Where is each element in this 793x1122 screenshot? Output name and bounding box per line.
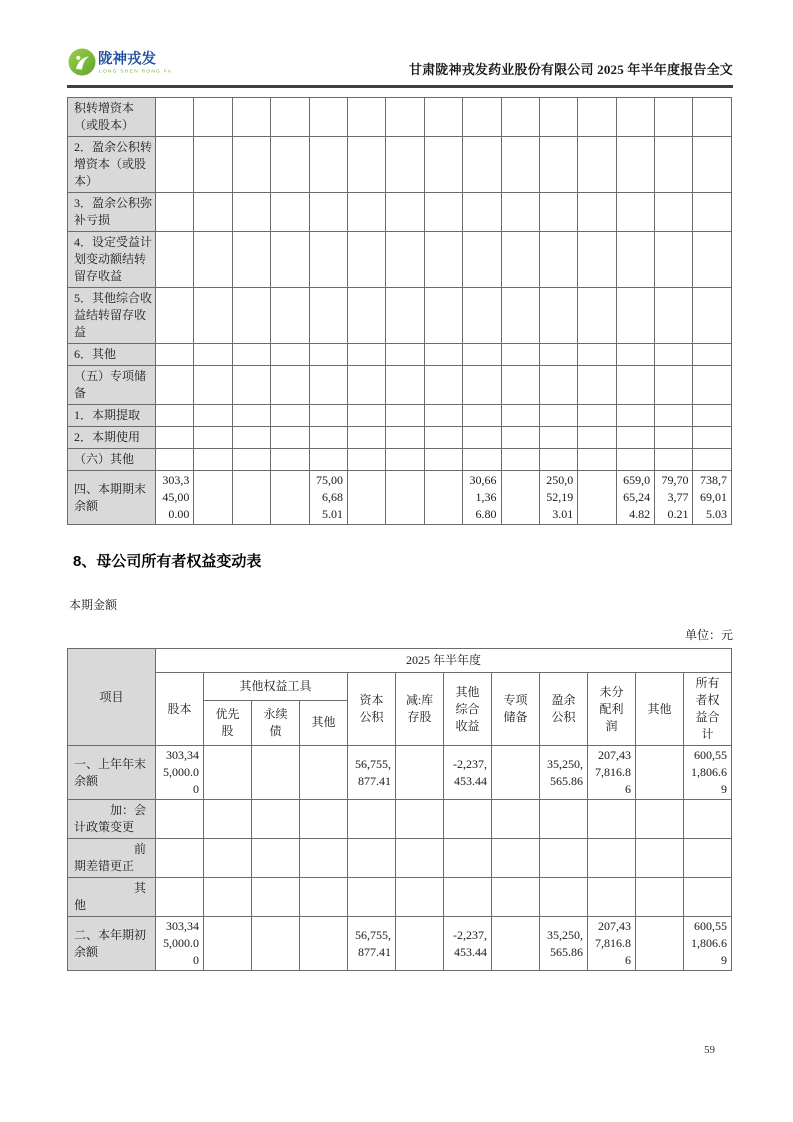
table-row xyxy=(68,288,732,344)
value-cell xyxy=(300,800,348,839)
value-cell xyxy=(539,137,577,193)
value-cell xyxy=(501,405,539,427)
value-cell xyxy=(386,449,424,471)
column-header-other-instruments: 其他 xyxy=(300,700,348,745)
value-cell xyxy=(501,344,539,366)
value-cell xyxy=(616,449,654,471)
value-cell xyxy=(347,288,385,344)
value-cell xyxy=(492,839,540,878)
value-cell xyxy=(444,878,492,917)
value-cell xyxy=(194,232,232,288)
value-cell: -2,237,453.44 xyxy=(444,917,492,971)
company-logo xyxy=(67,47,185,81)
section-heading: 8、母公司所有者权益变动表 xyxy=(73,553,262,570)
value-cell: 303,345,000.00 xyxy=(156,917,204,971)
value-cell: 738,769,015.03 xyxy=(693,471,732,525)
value-cell xyxy=(444,800,492,839)
value-cell xyxy=(204,878,252,917)
value-cell xyxy=(588,800,636,839)
unit-label: 单位：元 xyxy=(684,628,733,642)
value-cell xyxy=(463,193,501,232)
value-cell xyxy=(616,366,654,405)
value-cell xyxy=(271,344,309,366)
table-row xyxy=(68,471,732,525)
value-cell xyxy=(655,344,693,366)
value-cell xyxy=(386,366,424,405)
value-cell xyxy=(693,193,732,232)
value-cell xyxy=(693,232,732,288)
consolidated-equity-table-continuation xyxy=(67,97,732,525)
value-cell xyxy=(424,137,462,193)
column-header-other-equity-group: 其他权益工具 xyxy=(204,673,348,701)
value-cell xyxy=(655,232,693,288)
value-cell xyxy=(655,405,693,427)
value-cell xyxy=(501,366,539,405)
column-header-oci: 其他综合收益 xyxy=(444,673,492,746)
value-cell xyxy=(156,427,194,449)
value-cell xyxy=(396,800,444,839)
column-header-other: 其他 xyxy=(636,673,684,746)
value-cell xyxy=(501,232,539,288)
value-cell xyxy=(204,917,252,971)
value-cell xyxy=(156,344,194,366)
value-cell xyxy=(156,449,194,471)
value-cell xyxy=(348,878,396,917)
page-header xyxy=(67,0,733,81)
value-cell xyxy=(396,839,444,878)
value-cell xyxy=(232,366,270,405)
value-cell xyxy=(386,98,424,137)
value-cell xyxy=(578,193,616,232)
value-cell xyxy=(424,193,462,232)
value-cell xyxy=(693,137,732,193)
value-cell: 56,755,877.41 xyxy=(348,746,396,800)
column-header-less-treasury: 减:库存股 xyxy=(396,673,444,746)
value-cell xyxy=(396,878,444,917)
value-cell xyxy=(156,288,194,344)
value-cell xyxy=(578,471,616,525)
row-label: 3．盈余公积弥补亏损 xyxy=(68,193,156,232)
row-label: 6．其他 xyxy=(68,344,156,366)
value-cell xyxy=(252,800,300,839)
table-row xyxy=(68,232,732,288)
value-cell xyxy=(348,839,396,878)
value-cell xyxy=(616,193,654,232)
value-cell xyxy=(386,288,424,344)
value-cell xyxy=(271,405,309,427)
value-cell xyxy=(194,98,232,137)
column-header-period: 2025 年半年度 xyxy=(156,649,732,673)
table-row xyxy=(68,405,732,427)
value-cell xyxy=(347,405,385,427)
value-cell xyxy=(204,800,252,839)
table-row xyxy=(68,878,732,917)
value-cell xyxy=(655,193,693,232)
table-row xyxy=(68,427,732,449)
value-cell xyxy=(271,288,309,344)
column-header-share-capital: 股本 xyxy=(156,673,204,746)
value-cell xyxy=(578,232,616,288)
value-cell xyxy=(655,449,693,471)
value-cell xyxy=(347,449,385,471)
value-cell xyxy=(232,449,270,471)
table-row xyxy=(68,917,732,971)
value-cell xyxy=(232,193,270,232)
value-cell xyxy=(232,288,270,344)
value-cell xyxy=(194,427,232,449)
value-cell xyxy=(194,344,232,366)
period-label: 本期金额 xyxy=(69,598,118,612)
value-cell xyxy=(636,800,684,839)
value-cell xyxy=(424,427,462,449)
value-cell xyxy=(309,366,347,405)
value-cell xyxy=(463,366,501,405)
value-cell xyxy=(156,98,194,137)
value-cell xyxy=(156,800,204,839)
value-cell xyxy=(271,232,309,288)
value-cell xyxy=(309,193,347,232)
value-cell xyxy=(252,746,300,800)
value-cell xyxy=(347,193,385,232)
value-cell xyxy=(194,471,232,525)
value-cell xyxy=(204,839,252,878)
value-cell xyxy=(271,427,309,449)
value-cell xyxy=(194,137,232,193)
logo-en-text: LONG SHEN RONG FA xyxy=(99,69,173,75)
parent-company-equity-table xyxy=(67,648,732,971)
value-cell xyxy=(347,232,385,288)
value-cell xyxy=(463,288,501,344)
value-cell: 207,437,816.86 xyxy=(588,917,636,971)
value-cell xyxy=(684,878,732,917)
value-cell xyxy=(684,800,732,839)
column-header-total-equity: 所有者权益合计 xyxy=(684,673,732,746)
row-label: 2．盈余公积转增资本（或股本） xyxy=(68,137,156,193)
value-cell xyxy=(616,98,654,137)
value-cell xyxy=(693,427,732,449)
value-cell xyxy=(396,917,444,971)
value-cell xyxy=(463,344,501,366)
value-cell xyxy=(616,232,654,288)
value-cell xyxy=(501,193,539,232)
table-row xyxy=(68,800,732,839)
column-header-special-reserve: 专项储备 xyxy=(492,673,540,746)
value-cell xyxy=(501,449,539,471)
table-header-row xyxy=(68,673,732,701)
column-header-surplus-reserve: 盈余公积 xyxy=(540,673,588,746)
value-cell xyxy=(309,449,347,471)
value-cell xyxy=(424,232,462,288)
value-cell xyxy=(396,746,444,800)
value-cell xyxy=(309,98,347,137)
value-cell xyxy=(252,839,300,878)
value-cell xyxy=(232,427,270,449)
value-cell xyxy=(347,471,385,525)
row-label: 2．本期使用 xyxy=(68,427,156,449)
value-cell xyxy=(463,232,501,288)
value-cell: 600,551,806.69 xyxy=(684,917,732,971)
column-header-item: 项目 xyxy=(68,649,156,746)
value-cell xyxy=(578,98,616,137)
value-cell xyxy=(578,344,616,366)
value-cell xyxy=(540,839,588,878)
logo-dot xyxy=(76,56,80,60)
value-cell xyxy=(348,800,396,839)
value-cell xyxy=(156,137,194,193)
table-row xyxy=(68,746,732,800)
value-cell xyxy=(636,878,684,917)
row-label: （五）专项储备 xyxy=(68,366,156,405)
row-label: （六）其他 xyxy=(68,449,156,471)
column-header-perpetual-bonds: 永续债 xyxy=(252,700,300,745)
value-cell xyxy=(424,405,462,427)
value-cell xyxy=(463,98,501,137)
value-cell xyxy=(655,427,693,449)
value-cell xyxy=(578,288,616,344)
value-cell xyxy=(194,449,232,471)
value-cell xyxy=(578,449,616,471)
table-row xyxy=(68,344,732,366)
value-cell xyxy=(232,137,270,193)
value-cell xyxy=(539,427,577,449)
value-cell xyxy=(444,839,492,878)
value-cell xyxy=(300,917,348,971)
row-label: 加：会计政策变更 xyxy=(68,800,156,839)
value-cell xyxy=(578,427,616,449)
value-cell xyxy=(386,427,424,449)
value-cell xyxy=(693,98,732,137)
value-cell xyxy=(194,288,232,344)
value-cell xyxy=(636,746,684,800)
value-cell xyxy=(347,137,385,193)
value-cell xyxy=(578,405,616,427)
value-cell xyxy=(309,137,347,193)
value-cell: 30,661,366.80 xyxy=(463,471,501,525)
row-label: 一、上年年末余额 xyxy=(68,746,156,800)
value-cell xyxy=(347,366,385,405)
value-cell xyxy=(540,878,588,917)
value-cell xyxy=(616,288,654,344)
value-cell xyxy=(232,471,270,525)
value-cell xyxy=(693,344,732,366)
value-cell xyxy=(386,471,424,525)
value-cell xyxy=(386,344,424,366)
value-cell xyxy=(309,344,347,366)
column-header-retained-profit: 未分配利润 xyxy=(588,673,636,746)
value-cell xyxy=(156,839,204,878)
value-cell xyxy=(539,449,577,471)
document-title: 甘肃陇神戎发药业股份有限公司 2025 年半年度报告全文 xyxy=(408,62,733,77)
value-cell xyxy=(539,288,577,344)
column-header-preferred-shares: 优先股 xyxy=(204,700,252,745)
value-cell xyxy=(636,839,684,878)
header-divider xyxy=(67,85,733,88)
value-cell xyxy=(588,839,636,878)
table-header-row xyxy=(68,649,732,673)
value-cell xyxy=(655,288,693,344)
value-cell xyxy=(271,449,309,471)
value-cell xyxy=(588,878,636,917)
value-cell xyxy=(386,193,424,232)
value-cell xyxy=(232,344,270,366)
value-cell xyxy=(204,746,252,800)
table-row xyxy=(68,193,732,232)
value-cell xyxy=(300,839,348,878)
value-cell xyxy=(693,288,732,344)
value-cell xyxy=(156,366,194,405)
value-cell xyxy=(156,232,194,288)
value-cell xyxy=(693,366,732,405)
value-cell: 600,551,806.69 xyxy=(684,746,732,800)
value-cell xyxy=(616,405,654,427)
value-cell xyxy=(347,98,385,137)
table-row xyxy=(68,449,732,471)
value-cell xyxy=(309,427,347,449)
value-cell xyxy=(501,98,539,137)
value-cell xyxy=(194,405,232,427)
column-header-capital-reserve: 资本公积 xyxy=(348,673,396,746)
value-cell xyxy=(424,471,462,525)
value-cell xyxy=(309,288,347,344)
value-cell: -2,237,453.44 xyxy=(444,746,492,800)
value-cell xyxy=(386,137,424,193)
value-cell xyxy=(501,471,539,525)
value-cell xyxy=(655,366,693,405)
value-cell xyxy=(424,98,462,137)
value-cell xyxy=(347,344,385,366)
value-cell: 207,437,816.86 xyxy=(588,746,636,800)
value-cell xyxy=(655,98,693,137)
value-cell xyxy=(271,193,309,232)
value-cell xyxy=(492,800,540,839)
value-cell xyxy=(194,366,232,405)
value-cell: 56,755,877.41 xyxy=(348,917,396,971)
value-cell xyxy=(347,427,385,449)
value-cell xyxy=(156,405,194,427)
value-cell xyxy=(492,878,540,917)
value-cell xyxy=(501,288,539,344)
value-cell xyxy=(693,405,732,427)
row-label: 四、本期期末余额 xyxy=(68,471,156,525)
value-cell xyxy=(156,193,194,232)
value-cell xyxy=(232,98,270,137)
value-cell xyxy=(252,917,300,971)
value-cell xyxy=(492,917,540,971)
value-cell xyxy=(309,232,347,288)
value-cell xyxy=(232,405,270,427)
value-cell xyxy=(578,137,616,193)
value-cell xyxy=(271,137,309,193)
value-cell xyxy=(616,427,654,449)
value-cell xyxy=(539,366,577,405)
value-cell xyxy=(616,344,654,366)
value-cell: 35,250,565.86 xyxy=(540,917,588,971)
value-cell xyxy=(300,746,348,800)
value-cell xyxy=(386,405,424,427)
value-cell xyxy=(386,232,424,288)
row-label: 1．本期提取 xyxy=(68,405,156,427)
value-cell: 303,345,000.00 xyxy=(156,471,194,525)
value-cell: 250,052,193.01 xyxy=(539,471,577,525)
value-cell xyxy=(492,746,540,800)
table-row xyxy=(68,366,732,405)
value-cell: 303,345,000.00 xyxy=(156,746,204,800)
value-cell: 35,250,565.86 xyxy=(540,746,588,800)
row-label: 4．设定受益计划变动额结转留存收益 xyxy=(68,232,156,288)
row-label: 5．其他综合收益结转留存收益 xyxy=(68,288,156,344)
value-cell xyxy=(463,405,501,427)
row-label: 二、本年期初余额 xyxy=(68,917,156,971)
value-cell xyxy=(252,878,300,917)
value-cell xyxy=(539,193,577,232)
value-cell xyxy=(636,917,684,971)
value-cell xyxy=(271,471,309,525)
value-cell xyxy=(309,405,347,427)
value-cell xyxy=(684,839,732,878)
value-cell xyxy=(271,98,309,137)
value-cell xyxy=(463,137,501,193)
page-number: 59 xyxy=(704,1044,715,1056)
value-cell xyxy=(578,366,616,405)
value-cell xyxy=(501,427,539,449)
value-cell xyxy=(194,193,232,232)
value-cell xyxy=(501,137,539,193)
row-label: 积转增资本（或股本） xyxy=(68,98,156,137)
longshen-logo-icon xyxy=(67,47,185,81)
value-cell xyxy=(539,344,577,366)
row-label: 其他 xyxy=(68,878,156,917)
value-cell xyxy=(539,98,577,137)
value-cell xyxy=(424,449,462,471)
value-cell xyxy=(156,878,204,917)
value-cell xyxy=(655,137,693,193)
value-cell xyxy=(271,366,309,405)
value-cell: 79,703,770.21 xyxy=(655,471,693,525)
value-cell xyxy=(463,449,501,471)
value-cell xyxy=(300,878,348,917)
value-cell xyxy=(616,137,654,193)
table-row xyxy=(68,98,732,137)
value-cell xyxy=(424,288,462,344)
logo-cn-text: 陇神戎发 xyxy=(98,51,156,68)
value-cell xyxy=(424,366,462,405)
table-row xyxy=(68,137,732,193)
row-label: 前期差错更正 xyxy=(68,839,156,878)
value-cell xyxy=(232,232,270,288)
value-cell xyxy=(539,405,577,427)
value-cell xyxy=(693,449,732,471)
value-cell xyxy=(463,427,501,449)
value-cell: 659,065,244.82 xyxy=(616,471,654,525)
value-cell: 75,006,685.01 xyxy=(309,471,347,525)
table-row xyxy=(68,839,732,878)
value-cell xyxy=(539,232,577,288)
value-cell xyxy=(424,344,462,366)
value-cell xyxy=(540,800,588,839)
